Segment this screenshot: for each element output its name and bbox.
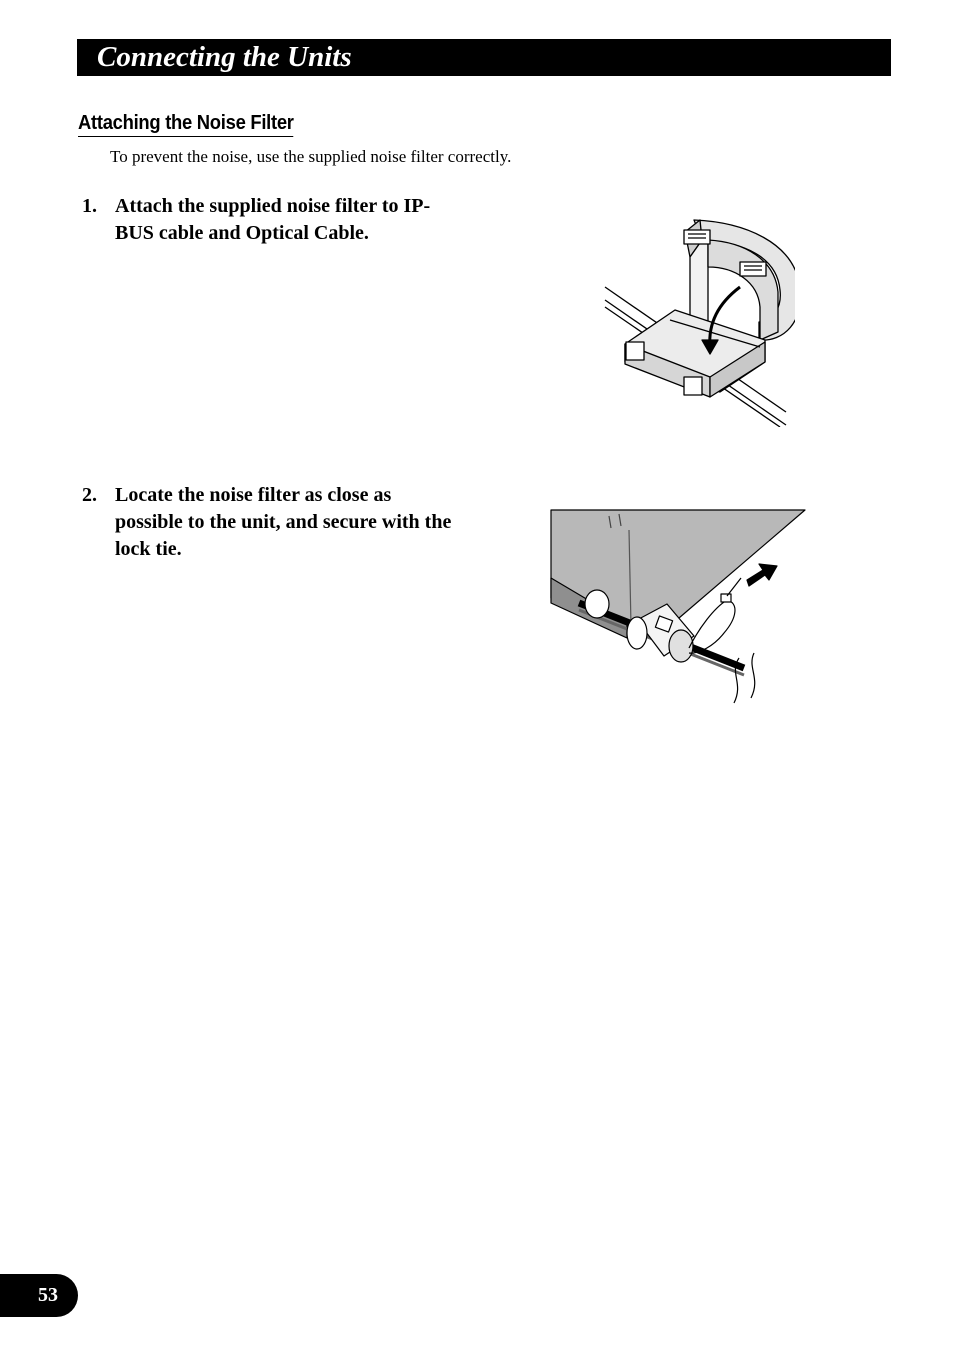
section-heading: Attaching the Noise Filter <box>78 112 294 137</box>
step-1 <box>82 193 462 247</box>
step-2 <box>82 482 462 563</box>
page-title: Connecting the Units <box>97 41 352 73</box>
page-number: 53 <box>38 1284 58 1306</box>
page-title-bar <box>77 39 891 76</box>
noise-filter-attach-illustration <box>600 212 795 427</box>
step-text: Locate the noise filter as close as possible to the unit, and secure with the lock tie. <box>115 484 452 560</box>
noise-filter-lock-tie-illustration <box>549 508 807 706</box>
step-number: 2. <box>82 484 97 506</box>
step-number: 1. <box>82 195 97 217</box>
section-intro: To prevent the noise, use the supplied noise filter correctly. <box>110 147 512 166</box>
step-text: Attach the supplied noise filter to IP-BUS cable and Optical Cable. <box>115 195 431 244</box>
